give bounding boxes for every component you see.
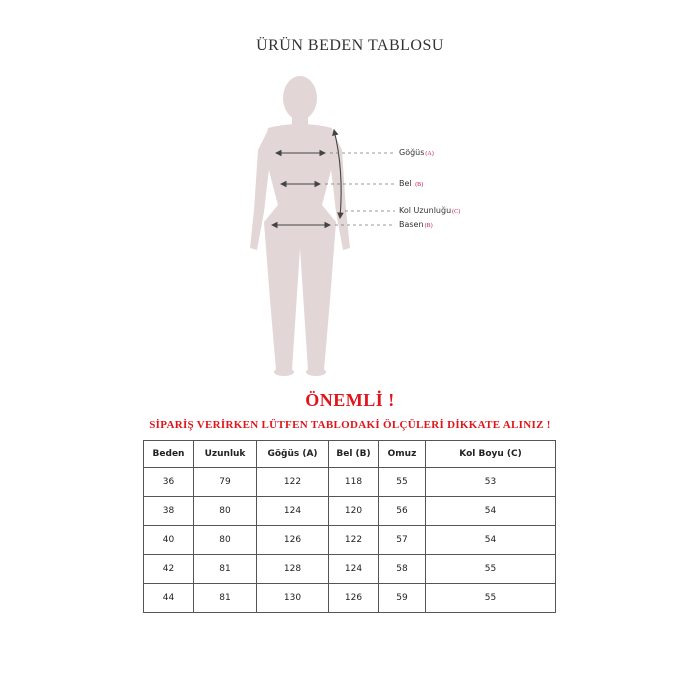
cell-omuz: 56 (379, 497, 426, 526)
cell-bel: 122 (329, 526, 379, 555)
header-omuz: Omuz (379, 441, 426, 468)
cell-kol-boyu: 54 (426, 526, 556, 555)
label-gogus-text: Göğüs (399, 148, 425, 157)
cell-bel: 118 (329, 468, 379, 497)
label-bel-text: Bel (399, 179, 412, 188)
table-row (144, 584, 556, 613)
header-gogus: Göğüs (A) (257, 441, 329, 468)
label-kol-code: (C) (452, 209, 461, 215)
important-heading: ÖNEMLİ ! (305, 390, 395, 410)
cell-beden: 38 (144, 497, 194, 526)
cell-beden: 42 (144, 555, 194, 584)
table-row (144, 555, 556, 584)
header-beden: Beden (144, 441, 194, 468)
table-row (144, 497, 556, 526)
cell-bel: 120 (329, 497, 379, 526)
table-header-row (144, 441, 556, 468)
cell-beden: 40 (144, 526, 194, 555)
cell-uzunluk: 80 (194, 526, 257, 555)
label-bel-code: (B) (415, 182, 424, 188)
label-kol-text: Kol Uzunluğu (399, 206, 452, 215)
cell-omuz: 57 (379, 526, 426, 555)
label-basen-text: Basen (399, 220, 424, 229)
cell-beden: 36 (144, 468, 194, 497)
label-basen-code: (B) (424, 223, 433, 229)
cell-gogus: 128 (257, 555, 329, 584)
cell-kol-boyu: 53 (426, 468, 556, 497)
header-uzunluk: Uzunluk (194, 441, 257, 468)
cell-omuz: 55 (379, 468, 426, 497)
cell-beden: 44 (144, 584, 194, 613)
woman-silhouette (250, 76, 350, 376)
cell-bel: 126 (329, 584, 379, 613)
cell-uzunluk: 81 (194, 584, 257, 613)
cell-uzunluk: 81 (194, 555, 257, 584)
header-kol-boyu: Kol Boyu (C) (426, 441, 556, 468)
cell-kol-boyu: 54 (426, 497, 556, 526)
cell-kol-boyu: 55 (426, 584, 556, 613)
header-bel: Bel (B) (329, 441, 379, 468)
cell-kol-boyu: 55 (426, 555, 556, 584)
cell-gogus: 124 (257, 497, 329, 526)
table-row (144, 468, 556, 497)
cell-omuz: 59 (379, 584, 426, 613)
label-bel (399, 179, 423, 188)
label-basen (399, 220, 433, 229)
cell-uzunluk: 80 (194, 497, 257, 526)
cell-uzunluk: 79 (194, 468, 257, 497)
page-title: ÜRÜN BEDEN TABLOSU (256, 37, 444, 54)
cell-gogus: 126 (257, 526, 329, 555)
cell-gogus: 122 (257, 468, 329, 497)
label-gogus-code: (A) (425, 151, 434, 157)
cell-omuz: 58 (379, 555, 426, 584)
label-kol-uzunlugu (399, 206, 460, 215)
table-row (144, 526, 556, 555)
size-table (143, 440, 556, 613)
label-gogus (399, 148, 434, 157)
order-notice: SİPARİŞ VERİRKEN LÜTFEN TABLODAKİ ÖLÇÜLERİ DİKKATE ALINIZ ! (149, 419, 551, 431)
cell-bel: 124 (329, 555, 379, 584)
cell-gogus: 130 (257, 584, 329, 613)
